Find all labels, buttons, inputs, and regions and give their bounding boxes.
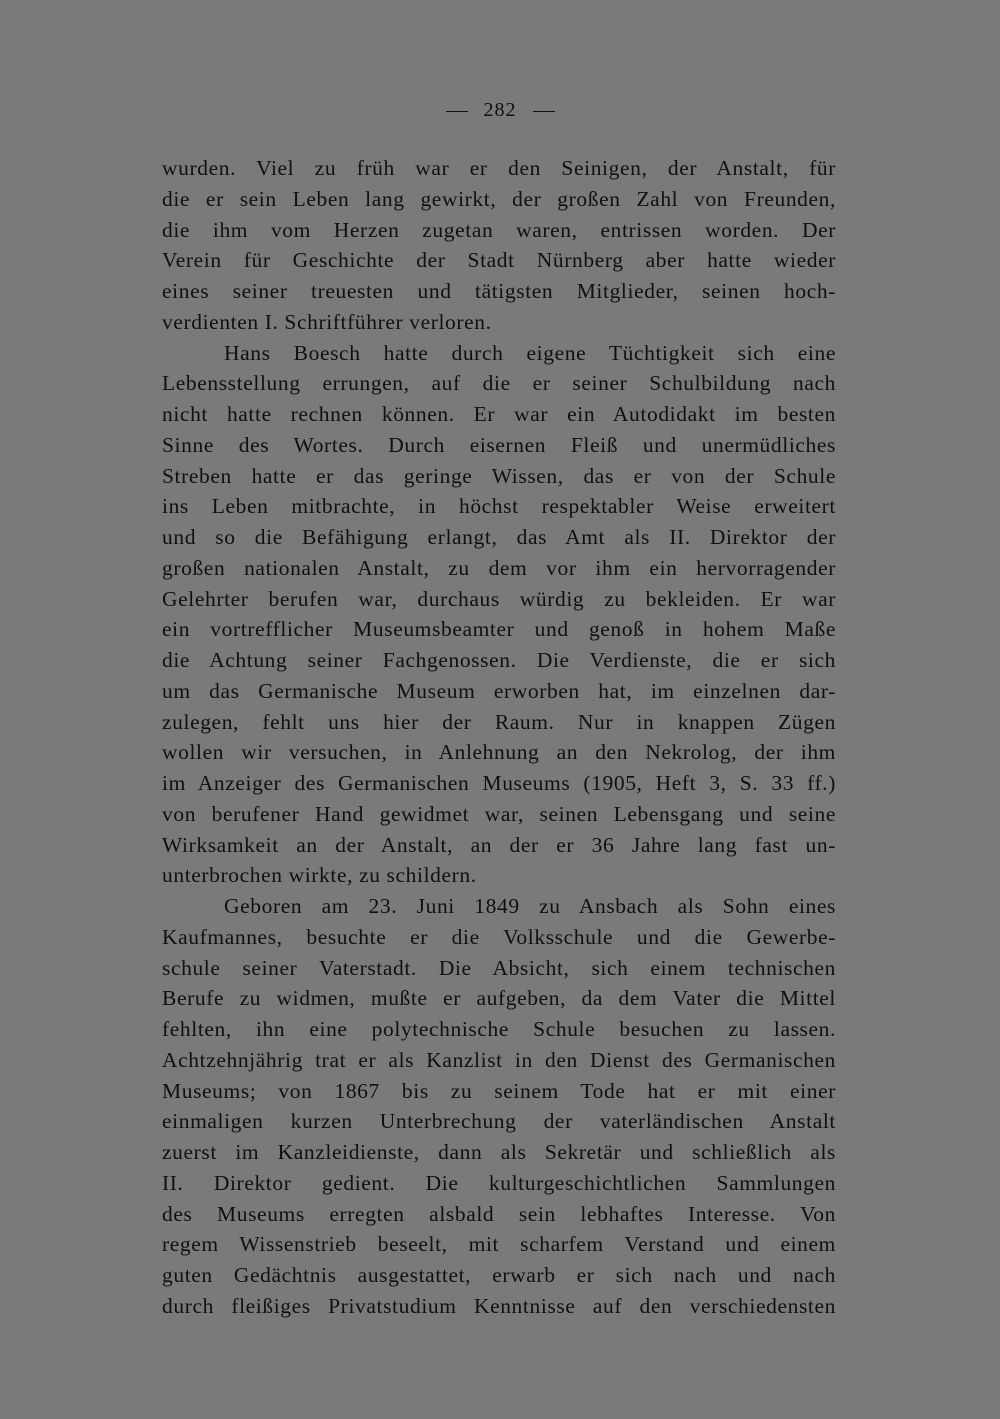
text-line: Museums; von 1867 bis zu seinem Tode hat er mit einer bbox=[162, 1078, 836, 1103]
text-line: fehlten, ihn eine polytechnische Schule besuchen zu lassen. bbox=[162, 1017, 836, 1041]
text-line: Wirksamkeit an der Anstalt, an der er 36 Jahre lang fast un- bbox=[162, 832, 836, 857]
left-dash bbox=[446, 111, 468, 112]
text-line: Berufe zu widmen, mußte er aufgeben, da dem Vater die Mittel bbox=[162, 986, 836, 1011]
text-line: Gelehrter berufen war, durchaus würdig zu bekleiden. Er war bbox=[162, 586, 836, 611]
text-line: eines seiner treuesten und tätigsten Mitglieder, seinen hoch- bbox=[162, 279, 836, 303]
text-line: ins Leben mitbrachte, in höchst respektabler Weise erweitert bbox=[162, 494, 836, 519]
text-line: Achtzehnjährig trat er als Kanzlist in den Dienst des Germanischen bbox=[162, 1047, 836, 1072]
text-line: zulegen, fehlt uns hier der Raum. Nur in knappen Zügen bbox=[162, 709, 836, 734]
text-line: großen nationalen Anstalt, zu dem vor ihm ein hervorragender bbox=[162, 555, 836, 580]
text-line: wurden. Viel zu früh war er den Seinigen, der Anstalt, für bbox=[162, 156, 836, 180]
text-line: schule seiner Vaterstadt. Die Absicht, sich einem technischen bbox=[162, 955, 836, 980]
text-line: Kaufmannes, besuchte er die Volksschule und die Gewerbe- bbox=[162, 924, 836, 949]
text-line: Sinne des Wortes. Durch eisernen Fleiß und unermüdliches bbox=[162, 432, 836, 457]
text-line: regem Wissenstrieb beseelt, mit scharfem Verstand und einem bbox=[162, 1232, 836, 1257]
text-line: Geboren am 23. Juni 1849 zu Ansbach als Sohn eines bbox=[224, 894, 836, 918]
text-line: durch fleißiges Privatstudium Kenntnisse auf den verschiedensten bbox=[162, 1293, 836, 1318]
text-line: um das Germanische Museum erworben hat, im einzelnen dar- bbox=[162, 678, 836, 703]
text-line: des Museums erregten alsbald sein lebhaftes Interesse. Von bbox=[162, 1201, 836, 1226]
text-line: verdienten I. Schriftführer verloren. bbox=[162, 309, 492, 334]
text-line: die Achtung seiner Fachgenossen. Die Verdienste, die er sich bbox=[162, 648, 836, 672]
text-line: Verein für Geschichte der Stadt Nürnberg aber hatte wieder bbox=[162, 248, 836, 273]
text-line: ein vortrefflicher Museumsbeamter und genoß in hohem Maße bbox=[162, 617, 836, 642]
text-line: im Anzeiger des Germanischen Museums (1905, Heft 3, S. 33 ff.) bbox=[162, 771, 836, 795]
text-line: die er sein Leben lang gewirkt, der großen Zahl von Freunden, bbox=[162, 186, 836, 211]
page-number: 282 bbox=[483, 99, 517, 121]
text-line: nicht hatte rechnen können. Er war ein Autodidakt im besten bbox=[162, 402, 836, 426]
text-line: wollen wir versuchen, in Anlehnung an den Nekrolog, der ihm bbox=[162, 740, 836, 765]
text-line: Streben hatte er das geringe Wissen, das er von der Schule bbox=[162, 463, 836, 488]
text-line: II. Direktor gedient. Die kulturgeschichtlichen Sammlungen bbox=[162, 1170, 836, 1195]
page-number-header bbox=[0, 96, 1000, 124]
text-line: unterbrochen wirkte, zu schildern. bbox=[162, 863, 477, 888]
body-text bbox=[162, 153, 836, 1322]
text-line: Hans Boesch hatte durch eigene Tüchtigkeit sich eine bbox=[224, 340, 836, 365]
text-line: die ihm vom Herzen zugetan waren, entrissen worden. Der bbox=[162, 217, 836, 242]
right-dash bbox=[533, 111, 555, 112]
text-line: einmaligen kurzen Unterbrechung der vaterländischen Anstalt bbox=[162, 1109, 836, 1134]
text-line: Lebensstellung errungen, auf die er seiner Schulbildung nach bbox=[162, 371, 836, 396]
text-line: zuerst im Kanzleidienste, dann als Sekretär und schließlich als bbox=[162, 1140, 836, 1164]
text-line: guten Gedächtnis ausgestattet, erwarb er sich nach und nach bbox=[162, 1263, 836, 1287]
text-line: von berufener Hand gewidmet war, seinen Lebensgang und seine bbox=[162, 801, 836, 826]
text-line: und so die Befähigung erlangt, das Amt als II. Direktor der bbox=[162, 525, 836, 549]
